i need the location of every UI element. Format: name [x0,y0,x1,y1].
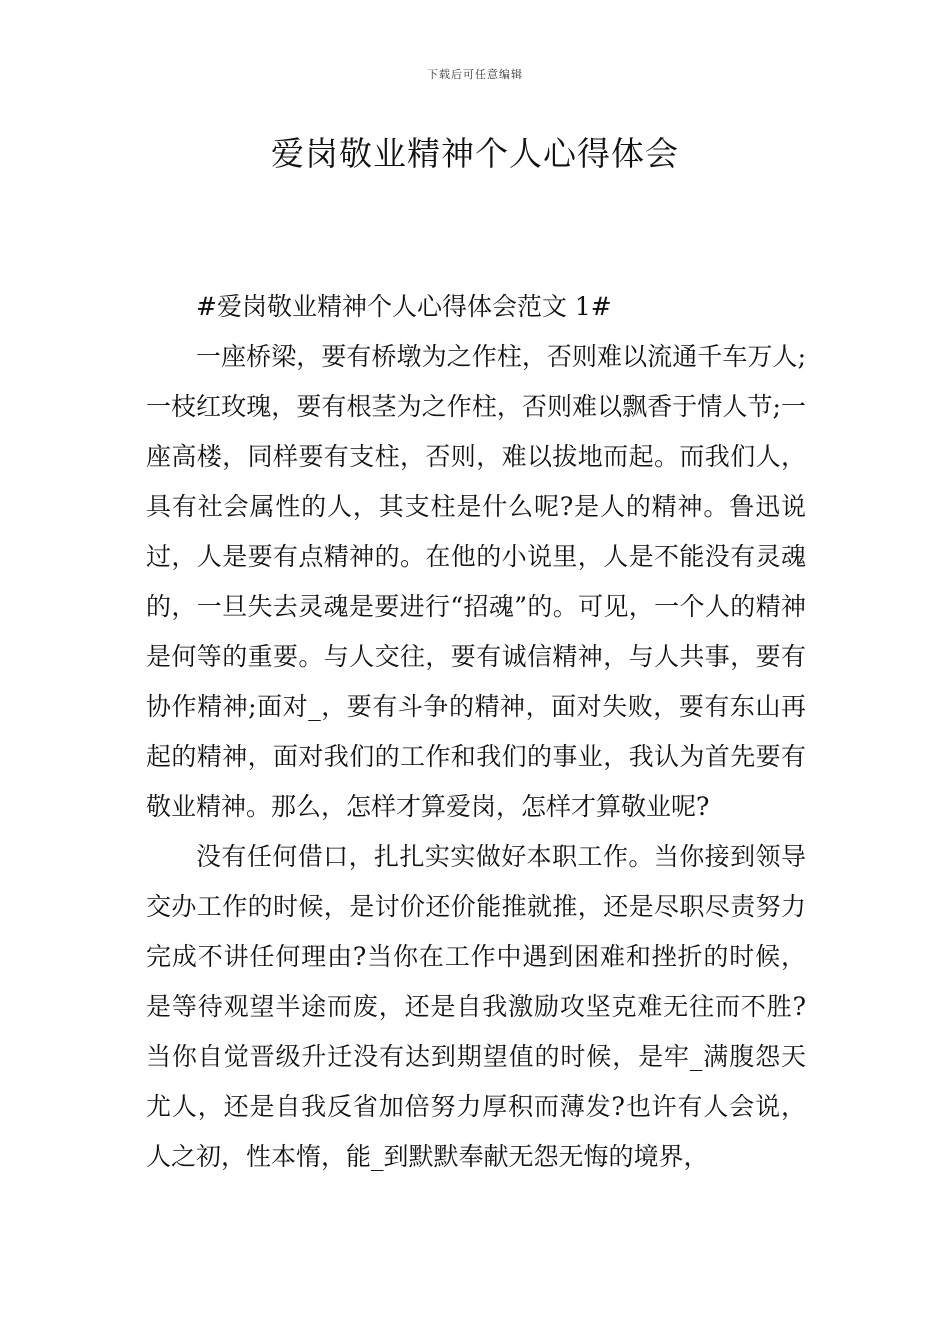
document-title: 爱岗敬业精神个人心得体会 [271,134,679,173]
header-note: 下载后可任意编辑 [427,68,523,81]
paragraph-1: 一座桥梁，要有桥墩为之作柱，否则难以流通千车万人;一枝红玫瑰，要有根茎为之作柱，否则难以飘香于情人节;一座高楼，同样要有支柱，否则，难以拔地而起。而我们人，具有社会属性的人，其支柱是什么呢?是人的精神。鲁迅说过，人是要有点精神的。在他的小说里，人是不能没有灵魂的，一旦失去灵魂是要进行“招魂”的。可见，一个人的精神是何等的重要。与人交往，要有诚信精神，与人共事，要有协作精神;面对_，要有斗争的精神，面对失败，要有东山再起的精神，面对我们的工作和我们的事业，我认为首先要有敬业精神。那么，怎样才算爱岗，怎样才算敬业呢? [146,342,806,821]
section-heading: #爱岗敬业精神个人心得体会范文 1# [196,292,612,321]
document-body [146,282,806,1182]
paragraph-2: 没有任何借口，扎扎实实做好本职工作。当你接到领导交办工作的时候，是讨价还价能推就推，还是尽职尽责努力完成不讲任何理由?当你在工作中遇到困难和挫折的时候，是等待观望半途而废，还是自我激励攻坚克难无往而不胜?当你自觉晋级升迁没有达到期望值的时候，是牢_满腹怨天尤人，还是自我反省加倍努力厚积而薄发?也许有人会说，人之初，性本惰，能_到默默奉献无怨无悔的境界， [146,842,806,1171]
